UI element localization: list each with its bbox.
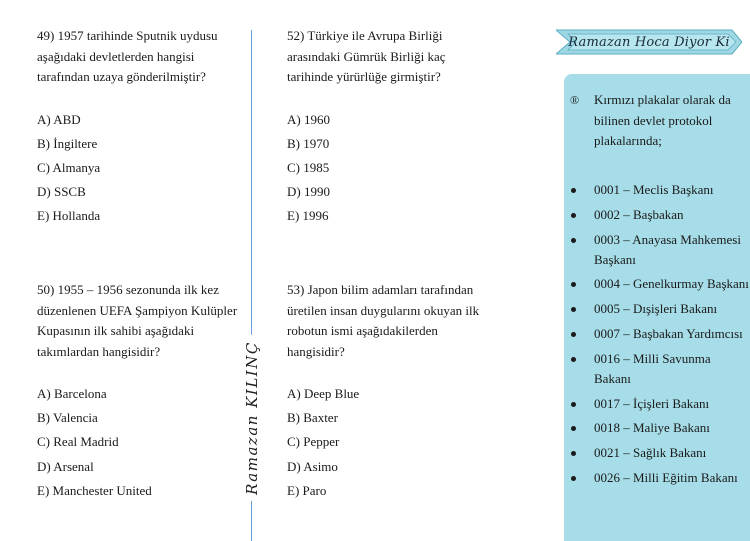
option-a: A) 1960 — [287, 111, 330, 127]
option-a: A) Deep Blue — [287, 386, 360, 401]
list-item: 0003 – Anayasa Mahkemesi Başkanı — [566, 230, 750, 270]
list-item: 0021 – Sağlık Bakanı — [566, 443, 750, 463]
question-53 — [287, 280, 487, 503]
banner-title: Ramazan Hoca Diyor Ki — [568, 34, 730, 50]
question-52 — [287, 26, 487, 229]
option-b: B) 1970 — [287, 135, 330, 151]
option-e: E) 1996 — [287, 208, 329, 224]
option-b: B) Valencia — [37, 410, 98, 426]
sidebar-banner — [556, 24, 742, 60]
question-stem: 50) 1955 – 1956 sezonunda ilk kez düzenlenen UEFA Şampiyon Kulüpler Kupasının ilk sahibi aşağıdaki takımlardan hangisidir? — [37, 282, 238, 359]
option-d: D) Arsenal — [37, 458, 94, 474]
list-item: 0001 – Meclis Başkanı — [566, 180, 750, 200]
option-a: A) Barcelona — [37, 386, 107, 401]
option-e: E) Paro — [287, 482, 327, 498]
answer-options — [287, 382, 487, 503]
list-item: 0017 – İçişleri Bakanı — [566, 394, 750, 414]
option-a: A) ABD — [37, 111, 81, 127]
option-c: C) 1985 — [287, 159, 330, 175]
question-49 — [37, 26, 247, 229]
note-item — [570, 90, 748, 152]
question-50 — [37, 280, 252, 503]
question-stem: 52) Türkiye ile Avrupa Birliği arasındaki Gümrük Birliği kaç tarihinde yürürlüğe girmiştir? — [287, 28, 446, 84]
note-text: Kırmızı plakalar olarak da bilinen devlet protokol plakalarında; — [594, 92, 731, 148]
list-item: 0016 – Milli Savunma Bakanı — [566, 349, 750, 389]
option-e: E) Manchester United — [37, 482, 152, 498]
author-name: Ramazan KILINÇ — [243, 335, 261, 501]
option-e: E) Hollanda — [37, 208, 101, 224]
answer-options — [287, 108, 487, 229]
question-stem: 49) 1957 tarihinde Sputnik uydusu aşağıdaki devletlerden hangisi tarafından uzaya gönderilmiştir? — [37, 28, 218, 84]
answer-options — [37, 108, 247, 229]
list-item: 0005 – Dışişleri Bakanı — [566, 299, 750, 319]
list-item: 0026 – Milli Eğitim Bakanı — [566, 468, 750, 488]
registered-icon: ® — [570, 93, 580, 107]
option-c: C) Real Madrid — [37, 434, 119, 450]
option-d: D) SSCB — [37, 184, 86, 200]
option-b: B) İngiltere — [37, 135, 98, 151]
list-item: 0002 – Başbakan — [566, 205, 750, 225]
option-c: C) Almanya — [37, 159, 101, 175]
option-d: D) 1990 — [287, 184, 330, 200]
answer-options — [37, 382, 252, 503]
option-c: C) Pepper — [287, 434, 340, 450]
list-item: 0004 – Genelkurmay Başkanı — [566, 274, 750, 294]
list-item: 0007 – Başbakan Yardımcısı — [566, 324, 750, 344]
plate-list — [566, 180, 750, 493]
question-stem: 53) Japon bilim adamları tarafından üretilen insan duygularını okuyan ilk robotun ismi aşağıdakilerden hangisidir? — [287, 282, 480, 359]
option-d: D) Asimo — [287, 458, 338, 474]
list-item: 0018 – Maliye Bakanı — [566, 418, 750, 438]
option-b: B) Baxter — [287, 410, 338, 426]
